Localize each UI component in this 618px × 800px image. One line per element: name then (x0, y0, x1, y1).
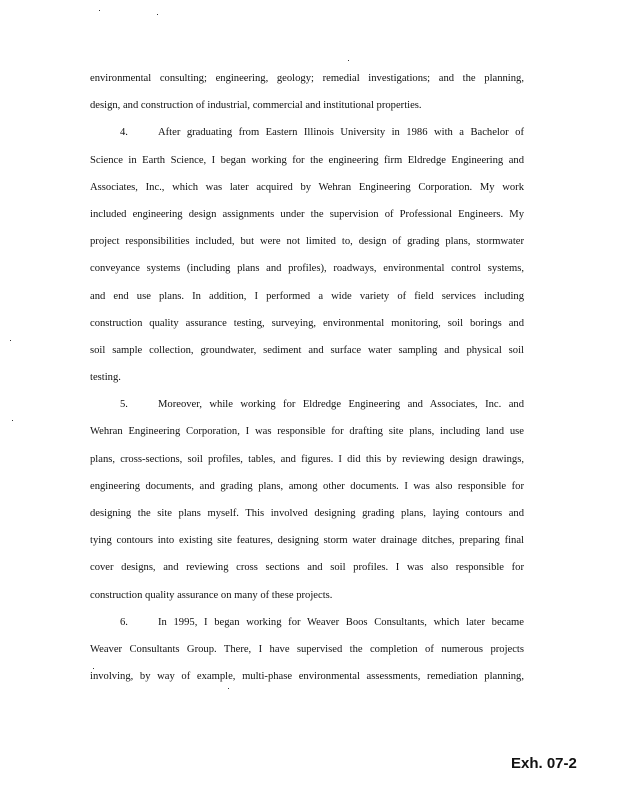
scan-speck (157, 14, 158, 15)
text-line: Weaver Consultants Group. There, I have supervised the completion of numerous projects (90, 643, 524, 655)
scan-speck (12, 420, 13, 421)
paragraph-4-first-line (90, 125, 524, 152)
text-line: Moreover, while working for Eldredge Engineering and Associates, Inc. and (158, 399, 524, 411)
text-line: Associates, Inc., which was later acquired by Wehran Engineering Corporation. My work (90, 181, 524, 193)
text-line: After graduating from Eastern Illinois University in 1986 with a Bachelor of (158, 127, 524, 139)
text-line: project responsibilities included, but were not limited to, design of grading plans, stormwater (90, 236, 524, 248)
scan-speck (228, 688, 229, 689)
text-line: tying contours into existing site features, designing storm water drainage ditches, preparing final (90, 535, 524, 547)
scan-speck (348, 60, 349, 61)
text-line: and end use plans. In addition, I performed a wide variety of field services including (90, 290, 524, 302)
scan-speck (99, 10, 100, 11)
text-line: engineering documents, and grading plans, among other documents. I was also responsible for (90, 480, 524, 492)
paragraph-6-first-line (90, 615, 524, 642)
text-line: design, and construction of industrial, commercial and institutional properties. (90, 100, 422, 112)
text-line: conveyance systems (including plans and profiles), roadways, environmental control systems, (90, 263, 524, 275)
paragraph-number: 6. (120, 616, 128, 628)
text-line: Science in Earth Science, I began working for the engineering firm Eldredge Engineering and (90, 154, 524, 166)
document-body (90, 71, 524, 696)
text-line: construction quality assurance on many of these projects. (90, 589, 333, 601)
text-line: cover designs, and reviewing cross sections and soil profiles. I was also responsible for (90, 562, 524, 574)
text-line: construction quality assurance testing, surveying, environmental monitoring, soil borings and (90, 317, 524, 329)
scan-speck (93, 668, 94, 669)
text-line: included engineering design assignments under the supervision of Professional Engineers. My (90, 208, 524, 220)
text-line: Wehran Engineering Corporation, I was responsible for drafting site plans, including land use (90, 426, 524, 438)
text-line: testing. (90, 372, 121, 384)
paragraph-number: 4. (120, 127, 128, 139)
scan-speck (10, 340, 11, 341)
text-line: soil sample collection, groundwater, sediment and surface water sampling and physical soil (90, 344, 524, 356)
paragraph-5-first-line (90, 397, 524, 424)
paragraph-number: 5. (120, 399, 128, 411)
text-line: environmental consulting; engineering, geology; remedial investigations; and the planning, (90, 73, 524, 84)
text-line: designing the site plans myself. This involved designing grading plans, laying contours and (90, 508, 524, 519)
text-line: In 1995, I began working for Weaver Boos Consultants, which later became (158, 616, 524, 628)
exhibit-label: Exh. 07-2 (511, 755, 577, 772)
text-line: involving, by way of example, multi-phase environmental assessments, remediation planning, (90, 671, 524, 683)
text-line: plans, cross-sections, soil profiles, tables, and figures. I did this by reviewing design drawings, (90, 453, 524, 465)
